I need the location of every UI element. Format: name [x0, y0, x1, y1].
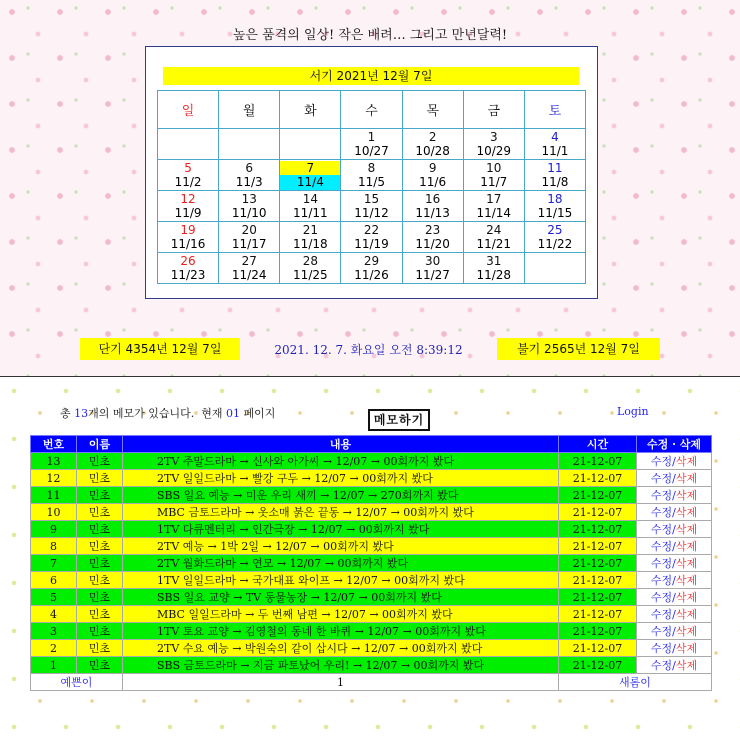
- calendar-day-cell[interactable]: [402, 191, 463, 222]
- solar-date: 7: [280, 161, 340, 175]
- pagination-row: [31, 674, 712, 691]
- lunar-date: 11/26: [354, 268, 389, 282]
- calendar-day-cell: [219, 129, 280, 160]
- calendar-day-cell[interactable]: [463, 129, 524, 160]
- delete-link[interactable]: 삭제: [675, 523, 698, 536]
- memo-section: [0, 377, 740, 740]
- memo-actions: [637, 572, 712, 589]
- memo-actions: [637, 606, 712, 623]
- calendar-day-cell[interactable]: [158, 191, 219, 222]
- login-link[interactable]: Login: [617, 405, 649, 418]
- solar-date: 25: [547, 223, 563, 237]
- lunar-date: 11/18: [293, 237, 328, 251]
- lunar-date: 11/27: [415, 268, 450, 282]
- edit-link[interactable]: 수정: [650, 506, 673, 519]
- calendar-day-cell[interactable]: [280, 222, 341, 253]
- calendar-grid: [157, 90, 586, 284]
- lunar-date: 11/8: [541, 175, 569, 189]
- calendar-box: [145, 46, 598, 299]
- action-separator: /: [672, 455, 676, 468]
- memo-author: 민초: [77, 555, 123, 572]
- solar-date: 6: [245, 161, 254, 175]
- solar-date: 12: [180, 192, 196, 206]
- solar-date: 8: [367, 161, 376, 175]
- edit-link[interactable]: 수정: [650, 489, 673, 502]
- calendar-day-cell[interactable]: [219, 222, 280, 253]
- memo-time: 21-12-07: [559, 521, 637, 538]
- lunar-date: 11/24: [231, 268, 267, 282]
- memo-content: 1TV 토요 교양 → 김영철의 동네 한 바퀴 → 12/07 → 00회까지 봤다: [123, 623, 559, 640]
- solar-date: 11: [547, 161, 563, 175]
- calendar-day-cell[interactable]: [280, 191, 341, 222]
- lunar-date: 11/14: [476, 206, 512, 220]
- memo-actions: [637, 640, 712, 657]
- lunar-date: 11/15: [537, 206, 573, 220]
- solar-date: 3: [489, 130, 498, 144]
- memo-time: 21-12-07: [559, 555, 637, 572]
- weekday-header: 토: [524, 91, 585, 129]
- memo-row: [31, 504, 712, 521]
- memo-count-line: [60, 405, 275, 421]
- action-separator: /: [672, 540, 676, 553]
- memo-content: 2TV 일일드라마 → 빨강 구두 → 12/07 → 00회까지 봤다: [123, 470, 559, 487]
- memo-number: 2: [31, 640, 77, 657]
- weekday-header: 금: [463, 91, 524, 129]
- memo-number: 13: [31, 453, 77, 470]
- dangi-date: 단기 4354년 12월 7일: [80, 338, 240, 360]
- solar-date: 20: [241, 223, 257, 237]
- memo-row: [31, 589, 712, 606]
- solar-date: 10: [486, 161, 502, 175]
- header-actions: 수정 · 삭제: [637, 436, 712, 453]
- calendar-day-cell[interactable]: [524, 222, 585, 253]
- memo-author: 민초: [77, 521, 123, 538]
- memo-row: [31, 453, 712, 470]
- delete-link[interactable]: 삭제: [675, 608, 698, 621]
- lunar-date: 11/25: [293, 268, 328, 282]
- memo-content: MBC 금토드라마 → 옷소매 붉은 끝동 → 12/07 → 00회까지 봤다: [123, 504, 559, 521]
- lunar-date: 11/20: [415, 237, 450, 251]
- weekday-header: 일: [158, 91, 219, 129]
- delete-link[interactable]: 삭제: [675, 642, 698, 655]
- lunar-date: 11/28: [476, 268, 512, 282]
- memo-content: 2TV 수요 예능 → 박원숙의 같이 삽시다 → 12/07 → 00회까지 봤다: [123, 640, 559, 657]
- lunar-date: 11/5: [358, 175, 385, 189]
- lunar-date: 11/9: [174, 206, 202, 220]
- solar-date: 28: [302, 254, 318, 268]
- calendar-day-cell[interactable]: [219, 253, 280, 284]
- memo-number: 8: [31, 538, 77, 555]
- solar-date: 15: [363, 192, 380, 206]
- solar-date: 19: [180, 223, 196, 237]
- calendar-title: 서기 2021년 12월 7일: [163, 67, 579, 85]
- action-separator: /: [672, 472, 676, 485]
- lunar-date: 11/22: [537, 237, 573, 251]
- memo-author: 민초: [77, 657, 123, 674]
- delete-link[interactable]: 삭제: [675, 574, 698, 587]
- lunar-date: 11/16: [170, 237, 206, 251]
- calendar-day-cell[interactable]: [219, 191, 280, 222]
- solar-date: 4: [551, 130, 559, 144]
- memo-number: 5: [31, 589, 77, 606]
- delete-link[interactable]: 삭제: [675, 625, 698, 638]
- delete-link[interactable]: 삭제: [675, 659, 698, 672]
- calendar-day-cell[interactable]: [341, 129, 402, 160]
- memo-row: [31, 606, 712, 623]
- memo-author: 민초: [77, 623, 123, 640]
- clock-display: 2021. 12. 7. 화요일 오전 8:39:12: [274, 343, 463, 357]
- memo-header-row: [31, 436, 712, 453]
- solar-date: 14: [302, 192, 318, 206]
- memo-content: SBS 금토드라마 → 지금 파토났어 우리! → 12/07 → 00회까지 봤다: [123, 657, 559, 674]
- solar-date: 13: [241, 192, 257, 206]
- edit-link[interactable]: 수정: [650, 642, 673, 655]
- delete-link[interactable]: 삭제: [675, 506, 698, 519]
- calendar-day-cell[interactable]: [280, 253, 341, 284]
- calendar-day-cell[interactable]: [158, 222, 219, 253]
- memo-content: 1TV 일일드라마 → 국가대표 와이프 → 12/07 → 00회까지 봤다: [123, 572, 559, 589]
- lunar-date: 11/3: [235, 175, 263, 189]
- memo-author: 민초: [77, 470, 123, 487]
- solar-date: 27: [241, 254, 257, 268]
- delete-link[interactable]: 삭제: [675, 591, 698, 604]
- edit-link[interactable]: 수정: [650, 523, 673, 536]
- calendar-day-cell: [158, 129, 219, 160]
- lunar-date: 11/1: [541, 144, 569, 158]
- calendar-day-cell: [524, 253, 585, 284]
- lunar-date: 11/19: [354, 237, 389, 251]
- lunar-date: 11/17: [231, 237, 267, 251]
- memo-actions: [637, 504, 712, 521]
- memo-number: 7: [31, 555, 77, 572]
- memo-time: 21-12-07: [559, 657, 637, 674]
- calendar-day-cell[interactable]: [158, 160, 219, 191]
- edit-link[interactable]: 수정: [650, 557, 673, 570]
- memo-number: 1: [31, 657, 77, 674]
- delete-link[interactable]: 삭제: [675, 472, 698, 485]
- lunar-date: 11/12: [354, 206, 389, 220]
- solar-date: 9: [428, 161, 437, 175]
- memo-time: 21-12-07: [559, 453, 637, 470]
- solar-date: 26: [180, 254, 196, 268]
- current-page: 01: [226, 407, 240, 420]
- calendar-week-row: [158, 129, 586, 160]
- edit-link[interactable]: 수정: [650, 659, 673, 672]
- calendar-day-cell[interactable]: [341, 160, 402, 191]
- action-separator: /: [672, 608, 676, 621]
- memo-actions: [637, 538, 712, 555]
- weekday-header: 수: [341, 91, 402, 129]
- weekday-header: 월: [219, 91, 280, 129]
- edit-link[interactable]: 수정: [650, 625, 673, 638]
- lunar-date: 11/21: [476, 237, 512, 251]
- lunar-date: 10/28: [415, 144, 450, 158]
- header-name: 이름: [77, 436, 123, 453]
- solar-date: 21: [302, 223, 318, 237]
- count-prefix: 총: [60, 407, 75, 420]
- delete-link[interactable]: 삭제: [675, 455, 698, 468]
- action-separator: /: [672, 574, 676, 587]
- edit-link[interactable]: 수정: [650, 455, 673, 468]
- memo-count: 13: [74, 407, 89, 420]
- memo-table: [30, 435, 712, 691]
- memo-author: 민초: [77, 487, 123, 504]
- solar-date: 31: [486, 254, 502, 268]
- memo-actions: [637, 521, 712, 538]
- action-separator: /: [672, 523, 676, 536]
- memo-actions: [637, 555, 712, 572]
- action-separator: /: [672, 659, 676, 672]
- memo-row: [31, 623, 712, 640]
- solar-date: 22: [363, 223, 380, 237]
- memo-actions: [637, 657, 712, 674]
- calendar-day-cell[interactable]: [463, 160, 524, 191]
- calendar-week-row: [158, 222, 586, 253]
- lunar-date: 10/29: [476, 144, 512, 158]
- solar-date: 5: [184, 161, 192, 175]
- memo-number: 11: [31, 487, 77, 504]
- lunar-date: 11/10: [231, 206, 267, 220]
- edit-link[interactable]: 수정: [650, 591, 673, 604]
- page-suffix: 페이지: [240, 407, 276, 420]
- memo-author: 민초: [77, 538, 123, 555]
- lunar-date: 11/6: [419, 175, 447, 189]
- lunar-date: 11/11: [293, 206, 328, 220]
- memo-actions: [637, 623, 712, 640]
- memo-row: [31, 657, 712, 674]
- memo-author: 민초: [77, 589, 123, 606]
- weekday-header: 목: [402, 91, 463, 129]
- solar-date: 30: [424, 254, 441, 268]
- solar-date: 29: [363, 254, 380, 268]
- lunar-date: 10/27: [354, 144, 389, 158]
- calendar-day-cell[interactable]: [524, 191, 585, 222]
- calendar-day-cell[interactable]: [402, 160, 463, 191]
- memo-number: 9: [31, 521, 77, 538]
- delete-link[interactable]: 삭제: [675, 557, 698, 570]
- lunar-date: 11/13: [415, 206, 450, 220]
- calendar-day-cell[interactable]: [158, 253, 219, 284]
- memo-actions: [637, 487, 712, 504]
- edit-link[interactable]: 수정: [650, 608, 673, 621]
- solar-date: 24: [486, 223, 502, 237]
- memo-content: 2TV 월화드라마 → 연모 → 12/07 → 00회까지 봤다: [123, 555, 559, 572]
- next-author-link[interactable]: 새롬이: [559, 674, 712, 691]
- memo-time: 21-12-07: [559, 640, 637, 657]
- calendar-day-cell[interactable]: [524, 160, 585, 191]
- solar-date: 23: [424, 223, 441, 237]
- memo-time: 21-12-07: [559, 572, 637, 589]
- action-separator: /: [672, 506, 676, 519]
- memo-actions: [637, 589, 712, 606]
- lunar-date: 11/7: [480, 175, 508, 189]
- write-memo-button[interactable]: 메모하기: [368, 409, 430, 431]
- memo-number: 10: [31, 504, 77, 521]
- memo-row: [31, 470, 712, 487]
- page-number[interactable]: 1: [123, 674, 559, 691]
- lunar-date: [525, 282, 585, 283]
- memo-time: 21-12-07: [559, 504, 637, 521]
- memo-time: 21-12-07: [559, 589, 637, 606]
- calendar-day-cell[interactable]: [402, 253, 463, 284]
- memo-number: 3: [31, 623, 77, 640]
- lunar-date: 11/4: [280, 175, 340, 190]
- solar-date: 18: [547, 192, 563, 206]
- calendar-week-row: [158, 160, 586, 191]
- calendar-week-row: [158, 191, 586, 222]
- memo-row: [31, 640, 712, 657]
- memo-author: 민초: [77, 453, 123, 470]
- action-separator: /: [672, 557, 676, 570]
- memo-actions: [637, 453, 712, 470]
- memo-content: 2TV 예능 → 1박 2일 → 12/07 → 00회까지 봤다: [123, 538, 559, 555]
- memo-row: [31, 572, 712, 589]
- memo-time: 21-12-07: [559, 623, 637, 640]
- delete-link[interactable]: 삭제: [675, 489, 698, 502]
- action-separator: /: [672, 489, 676, 502]
- memo-time: 21-12-07: [559, 606, 637, 623]
- memo-content: MBC 일일드라마 → 두 번째 남편 → 12/07 → 00회까지 봤다: [123, 606, 559, 623]
- memo-author: 민초: [77, 606, 123, 623]
- memo-content: 1TV 다큐멘터리 → 인간극장 → 12/07 → 00회까지 봤다: [123, 521, 559, 538]
- bulgi-date: 불기 2565년 12월 7일: [497, 338, 660, 360]
- memo-content: SBS 일요 예능 → 미운 우리 새끼 → 12/07 → 270회까지 봤다: [123, 487, 559, 504]
- calendar-day-cell[interactable]: [280, 160, 341, 191]
- solar-date: 16: [424, 192, 441, 206]
- count-suffix: 개의 메모가 있습니다. 현재: [88, 407, 226, 420]
- solar-date: 2: [428, 130, 437, 144]
- tagline: 높은 품격의 일상! 작은 배려… 그리고 만년달력!: [232, 28, 508, 43]
- calendar-day-cell[interactable]: [219, 160, 280, 191]
- memo-number: 4: [31, 606, 77, 623]
- memo-content: SBS 일요 교양 → TV 동물농장 → 12/07 → 00회까지 봤다: [123, 589, 559, 606]
- action-separator: /: [672, 625, 676, 638]
- edit-link[interactable]: 수정: [650, 540, 673, 553]
- calendar-day-cell[interactable]: [402, 129, 463, 160]
- memo-author: 민초: [77, 504, 123, 521]
- calendar-day-cell[interactable]: [402, 222, 463, 253]
- header-content: 내용: [123, 436, 559, 453]
- solar-date: 17: [486, 192, 502, 206]
- memo-row: [31, 555, 712, 572]
- action-separator: /: [672, 591, 676, 604]
- memo-time: 21-12-07: [559, 538, 637, 555]
- memo-number: 6: [31, 572, 77, 589]
- weekday-header: 화: [280, 91, 341, 129]
- memo-row: [31, 487, 712, 504]
- memo-row: [31, 538, 712, 555]
- edit-link[interactable]: 수정: [650, 472, 673, 485]
- calendar-day-cell[interactable]: [463, 253, 524, 284]
- lunar-date: 11/23: [170, 268, 206, 282]
- memo-time: 21-12-07: [559, 470, 637, 487]
- memo-time: 21-12-07: [559, 487, 637, 504]
- solar-date: 1: [367, 130, 376, 144]
- calendar-day-cell[interactable]: [463, 191, 524, 222]
- lunar-date: 11/2: [174, 175, 202, 189]
- memo-author: 민초: [77, 572, 123, 589]
- header-number: 번호: [31, 436, 77, 453]
- action-separator: /: [672, 642, 676, 655]
- header-time: 시간: [559, 436, 637, 453]
- memo-author: 민초: [77, 640, 123, 657]
- calendar-day-cell[interactable]: [341, 253, 402, 284]
- calendar-day-cell[interactable]: [524, 129, 585, 160]
- calendar-day-cell[interactable]: [341, 222, 402, 253]
- delete-link[interactable]: 삭제: [675, 540, 698, 553]
- memo-content: 2TV 주말드라마 → 신사와 아가씨 → 12/07 → 00회까지 봤다: [123, 453, 559, 470]
- calendar-day-cell[interactable]: [463, 222, 524, 253]
- calendar-day-cell[interactable]: [341, 191, 402, 222]
- memo-row: [31, 521, 712, 538]
- calendar-day-cell: [280, 129, 341, 160]
- prev-author-link[interactable]: 예쁜이: [31, 674, 123, 691]
- memo-actions: [637, 470, 712, 487]
- memo-number: 12: [31, 470, 77, 487]
- edit-link[interactable]: 수정: [650, 574, 673, 587]
- calendar-week-row: [158, 253, 586, 284]
